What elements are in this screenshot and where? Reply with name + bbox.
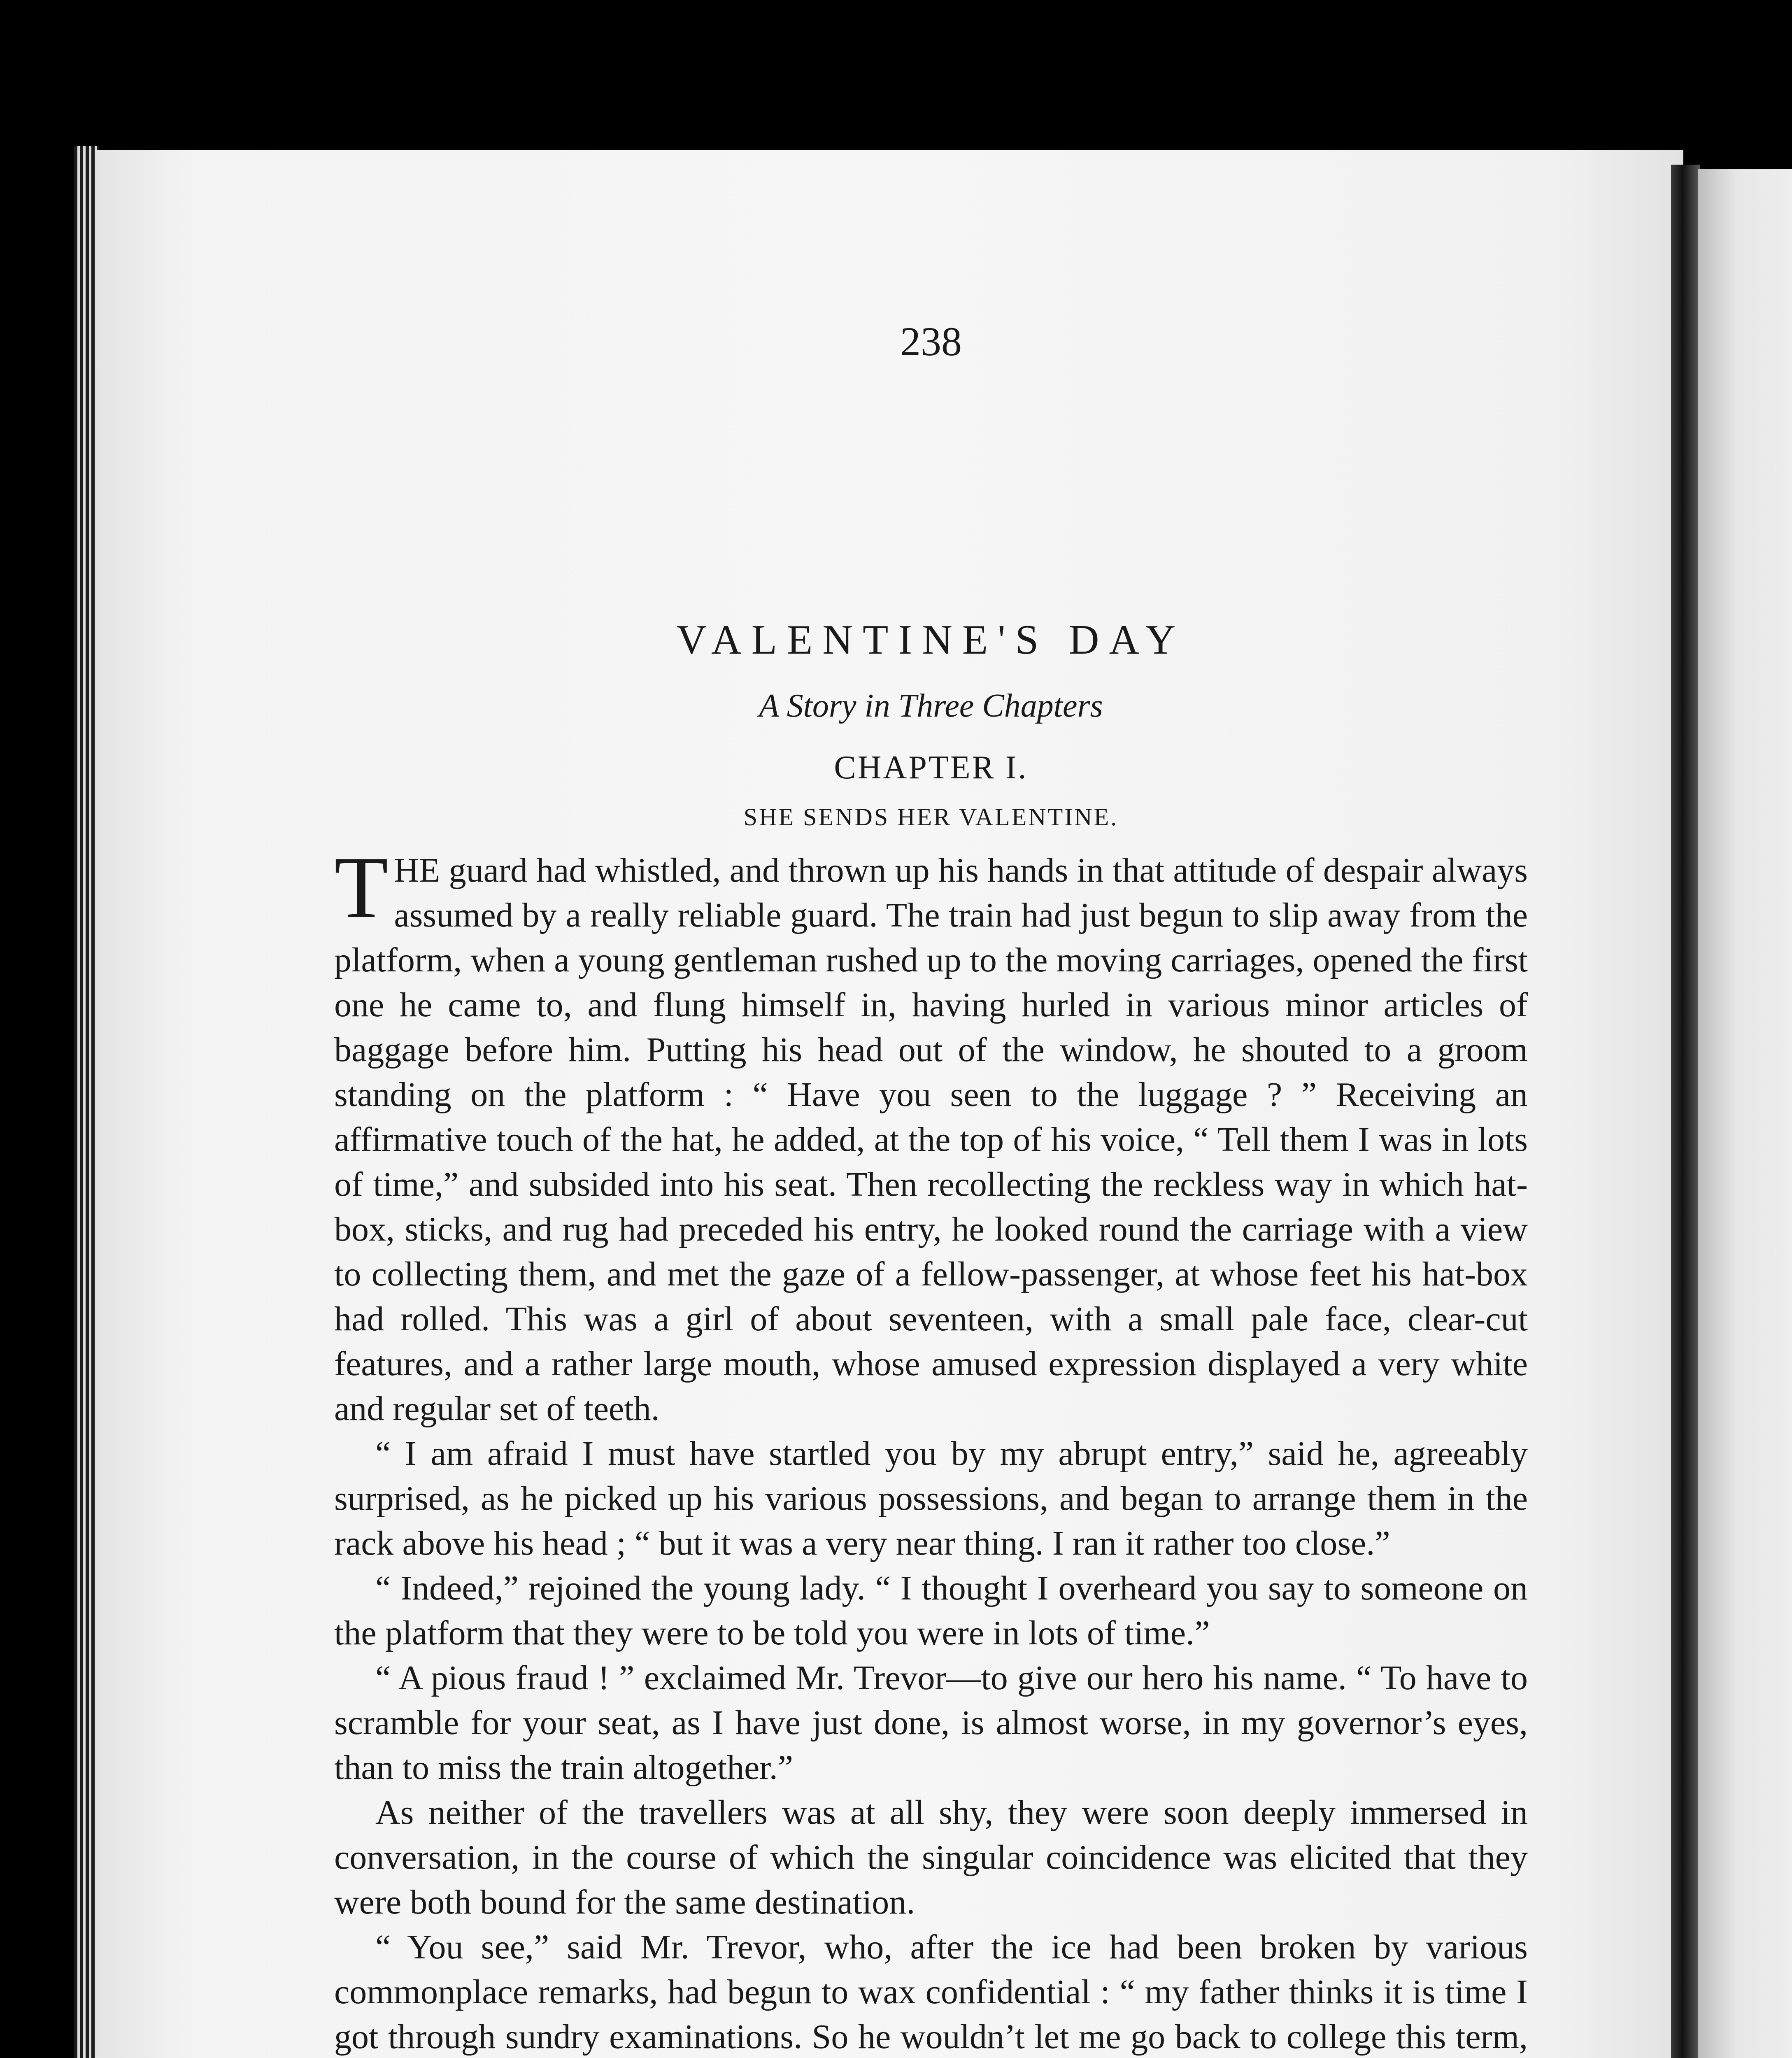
drop-cap: T — [334, 838, 389, 936]
paragraph-text: HE guard had whistled, and thrown up his hands in that attitude of despair always assumed by a really reliable guard. The train had just begun to slip away from the platform, when a young gentleman rushed up to the moving carriages, opened the first one he came to, and flung himself in, having hurled in various minor articles of baggage before him. Putting his head out of the window, he shouted to a groom standing on the platform : “ Have you seen to the luggage ? ” Receiving an affirmative touch of the hat, he added, at the top of his voice, “ Tell them I was in lots of time,” and subsided into his seat. Then recollecting the reckless way in which hat-box, sticks, and rug had preceded his entry, he looked round the carriage with a view to collecting them, and met the gaze of a fellow-passenger, at whose feet his hat-box had rolled. This was a girl of about seventeen, with a small pale face, clear-cut features, and a rather large mouth, whose amused expression displayed a very white and regular set of teeth. — [334, 851, 1528, 1428]
page-number: 238 — [900, 319, 962, 364]
page-content — [334, 317, 1528, 2058]
chapter-label: CHAPTER I. — [834, 750, 1028, 786]
chapter-title: SHE SENDS HER VALENTINE. — [743, 803, 1119, 831]
paragraph: “ Indeed,” rejoined the young lady. “ I thought I overheard you say to someone on the platform that they were to be told you were in lots of time.” — [334, 1569, 1528, 1652]
paragraph: As neither of the travellers was at all shy, they were soon deeply immersed in conversation, in the course of which the singular coincidence was elicited that they were both bound for the same destination. — [334, 1793, 1528, 1921]
story-subtitle: A Story in Three Chapters — [759, 688, 1103, 724]
paragraph: “ I am afraid I must have startled you by my abrupt entry,” said he, agreeably surprised, as he picked up his various possessions, and began to arrange them in the rack above his head ; “ but it was a very near thing. I ran it rather too close.” — [334, 1434, 1528, 1562]
facing-page — [1698, 169, 1792, 2058]
paragraph — [334, 838, 1528, 1431]
story-title: VALENTINE'S DAY — [676, 617, 1186, 663]
paragraph: “ You see,” said Mr. Trevor, who, after the ice had been broken by various commonplace remarks, had begun to wax confidential : “ my father thinks it is time I got through sundry examinations. So he wouldn’t let me go back to college this term, — [334, 1928, 1528, 2056]
story-body — [334, 838, 1528, 2058]
book-gutter — [1671, 165, 1700, 2058]
paragraph: “ A pious fraud ! ” exclaimed Mr. Trevor—to give our hero his name. “ To have to scramble for your seat, as I have just done, is almost worse, in my governor’s eyes, than to miss the train altogether.” — [334, 1659, 1528, 1787]
